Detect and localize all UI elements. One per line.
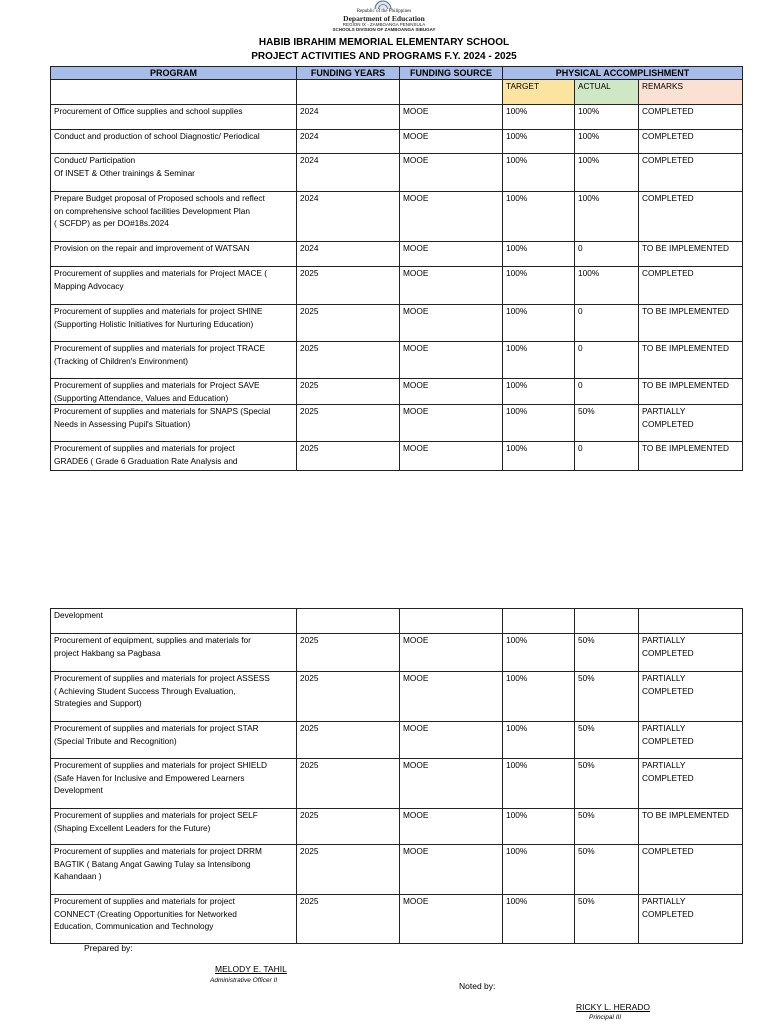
actual-cell: 0 xyxy=(575,242,639,267)
actual-cell: 100% xyxy=(575,130,639,154)
target-cell: 100% xyxy=(503,809,575,845)
program-cell xyxy=(51,405,297,442)
letterhead-republic: Republic of the Philippines xyxy=(356,9,412,14)
actual-cell: 50% xyxy=(575,672,639,722)
table-row xyxy=(51,105,743,130)
program-line: Conduct/ Participation xyxy=(54,155,136,165)
table-row xyxy=(51,305,743,342)
program-line: Provision on the repair and improvement of WATSAN xyxy=(54,243,250,253)
funding-source-cell: MOOE xyxy=(400,405,503,442)
remarks-line: TO BE IMPLEMENTED xyxy=(642,343,729,353)
program-cell xyxy=(51,442,297,471)
letterhead-department: Department of Education xyxy=(343,14,425,23)
table-row xyxy=(51,379,743,405)
funding-year-cell: 2024 xyxy=(297,242,400,267)
remarks-line: PARTIALLY xyxy=(642,723,686,733)
program-line: Mapping Advocacy xyxy=(54,280,124,291)
remarks-line: COMPLETED xyxy=(642,155,694,165)
program-line: Procurement of supplies and materials for project SELF xyxy=(54,810,258,820)
prepared-by-label: Prepared by: xyxy=(84,943,133,953)
program-cell xyxy=(51,379,297,405)
program-line: Development xyxy=(54,610,103,620)
remarks-line: PARTIALLY xyxy=(642,760,686,770)
noted-by-role: Principal III xyxy=(589,1014,622,1021)
target-cell: 100% xyxy=(503,105,575,130)
program-line: Procurement of supplies and materials for Project MACE ( xyxy=(54,268,268,278)
remarks-line: TO BE IMPLEMENTED xyxy=(642,443,729,453)
remarks-line: PARTIALLY xyxy=(642,673,686,683)
program-cell xyxy=(51,634,297,672)
funding-source-cell: MOOE xyxy=(400,342,503,379)
prepared-by-name: MELODY E. TAHIL xyxy=(215,964,287,974)
program-cell xyxy=(51,242,297,267)
program-line: BAGTIK ( Batang Angat Gawing Tulay sa Intensibong xyxy=(54,858,251,869)
program-cell xyxy=(51,895,297,944)
funding-source-cell: MOOE xyxy=(400,379,503,405)
actual-cell: 100% xyxy=(575,105,639,130)
target-cell xyxy=(503,609,575,634)
remarks-line: COMPLETED xyxy=(642,685,694,696)
actual-cell: 50% xyxy=(575,895,639,944)
remarks-line: COMPLETED xyxy=(642,268,694,278)
remarks-cell xyxy=(639,609,743,634)
program-line: (Special Tribute and Recognition) xyxy=(54,735,177,746)
remarks-cell xyxy=(639,154,743,192)
funding-year-cell: 2025 xyxy=(297,634,400,672)
actual-cell: 50% xyxy=(575,809,639,845)
program-line: Procurement of supplies and materials for project xyxy=(54,896,235,906)
program-cell xyxy=(51,105,297,130)
funding-source-cell: MOOE xyxy=(400,105,503,130)
funding-source-cell: MOOE xyxy=(400,895,503,944)
program-line: Procurement of supplies and materials for project SHIELD xyxy=(54,760,268,770)
program-line: Kahandaan ) xyxy=(54,871,102,881)
table-row xyxy=(51,895,743,944)
program-line: (Tracking of Children's Environment) xyxy=(54,355,189,366)
programs-table-part1 xyxy=(50,66,743,471)
funding-source-cell: MOOE xyxy=(400,154,503,192)
deped-seal-icon xyxy=(368,0,398,9)
target-cell: 100% xyxy=(503,379,575,405)
remarks-line: TO BE IMPLEMENTED xyxy=(642,243,729,253)
remarks-cell xyxy=(639,105,743,130)
table-row xyxy=(51,759,743,809)
header-funding-source: FUNDING SOURCE xyxy=(400,67,503,80)
program-line: (Safe Haven for Inclusive and Empowered Learners xyxy=(54,772,245,783)
program-line: Procurement of supplies and materials for project TRACE xyxy=(54,343,266,353)
funding-year-cell: 2025 xyxy=(297,809,400,845)
funding-source-cell: MOOE xyxy=(400,130,503,154)
program-line: GRADE6 ( Grade 6 Graduation Rate Analysis and xyxy=(54,455,238,466)
program-line: (Supporting Holistic Initiatives for Nurturing Education) xyxy=(54,318,254,329)
funding-year-cell: 2025 xyxy=(297,759,400,809)
table-row xyxy=(51,342,743,379)
target-cell: 100% xyxy=(503,845,575,895)
program-cell xyxy=(51,672,297,722)
program-cell xyxy=(51,809,297,845)
actual-cell: 100% xyxy=(575,267,639,305)
funding-year-cell: 2025 xyxy=(297,267,400,305)
funding-source-cell: MOOE xyxy=(400,242,503,267)
funding-year-cell: 2025 xyxy=(297,672,400,722)
remarks-cell xyxy=(639,442,743,471)
funding-year-cell: 2025 xyxy=(297,845,400,895)
remarks-line: PARTIALLY xyxy=(642,406,686,416)
table-row xyxy=(51,845,743,895)
header-program: PROGRAM xyxy=(51,67,297,80)
program-line: Procurement of supplies and materials for project xyxy=(54,443,235,453)
target-cell: 100% xyxy=(503,154,575,192)
target-cell: 100% xyxy=(503,634,575,672)
remarks-cell xyxy=(639,305,743,342)
target-cell: 100% xyxy=(503,342,575,379)
actual-cell: 0 xyxy=(575,379,639,405)
program-line: Development xyxy=(54,785,103,795)
funding-year-cell: 2024 xyxy=(297,105,400,130)
program-cell xyxy=(51,609,297,634)
table-row xyxy=(51,130,743,154)
letterhead-division: SCHOOLS DIVISION OF ZAMBOANGA SIBUGAY xyxy=(332,27,436,32)
program-line: Prepare Budget proposal of Proposed schools and reflect xyxy=(54,193,265,203)
funding-year-cell: 2024 xyxy=(297,130,400,154)
funding-source-cell: MOOE xyxy=(400,759,503,809)
program-line: (Shaping Excellent Leaders for the Future) xyxy=(54,822,211,833)
program-line: ( SCFDP) as per DO#18s.2024 xyxy=(54,218,169,228)
program-line: Of INSET & Other trainings & Seminar xyxy=(54,167,195,178)
table-row xyxy=(51,192,743,242)
target-cell: 100% xyxy=(503,442,575,471)
noted-by-label: Noted by: xyxy=(459,981,496,991)
school-name: HABIB IBRAHIM MEMORIAL ELEMENTARY SCHOOL xyxy=(258,37,510,48)
program-cell xyxy=(51,759,297,809)
program-line: ( Achieving Student Success Through Evaluation, xyxy=(54,685,236,696)
remarks-line: COMPLETED xyxy=(642,418,694,429)
funding-year-cell: 2025 xyxy=(297,442,400,471)
funding-year-cell: 2024 xyxy=(297,154,400,192)
program-line: Procurement of supplies and materials for project STAR xyxy=(54,723,259,733)
header-physical-accomplishment: PHYSICAL ACCOMPLISHMENT xyxy=(503,67,743,80)
remarks-line: COMPLETED xyxy=(642,131,694,141)
table-row xyxy=(51,405,743,442)
remarks-line: COMPLETED xyxy=(642,106,694,116)
program-cell xyxy=(51,192,297,242)
remarks-line: COMPLETED xyxy=(642,647,694,658)
document-title: PROJECT ACTIVITIES AND PROGRAMS F.Y. 2024 - 2025 xyxy=(251,51,517,62)
funding-source-cell: MOOE xyxy=(400,442,503,471)
funding-source-cell: MOOE xyxy=(400,722,503,759)
remarks-cell xyxy=(639,405,743,442)
subheader-remarks: REMARKS xyxy=(639,80,743,105)
actual-cell: 50% xyxy=(575,405,639,442)
remarks-cell xyxy=(639,672,743,722)
prepared-by-role: Administrative Officer II xyxy=(210,977,278,984)
funding-year-cell: 2025 xyxy=(297,305,400,342)
remarks-line: COMPLETED xyxy=(642,846,694,856)
target-cell: 100% xyxy=(503,267,575,305)
table-row xyxy=(51,809,743,845)
table-row xyxy=(51,242,743,267)
remarks-line: COMPLETED xyxy=(642,772,694,783)
program-cell xyxy=(51,267,297,305)
remarks-cell xyxy=(639,379,743,405)
remarks-cell xyxy=(639,130,743,154)
remarks-line: TO BE IMPLEMENTED xyxy=(642,306,729,316)
remarks-cell xyxy=(639,722,743,759)
funding-source-cell: MOOE xyxy=(400,672,503,722)
program-line: Procurement of supplies and materials for project SHINE xyxy=(54,306,263,316)
table-row xyxy=(51,722,743,759)
remarks-line: TO BE IMPLEMENTED xyxy=(642,380,729,390)
subheader-blank xyxy=(400,80,503,105)
table-row xyxy=(51,442,743,471)
target-cell: 100% xyxy=(503,242,575,267)
program-line: project Hakbang sa Pagbasa xyxy=(54,647,161,658)
funding-source-cell: MOOE xyxy=(400,845,503,895)
funding-year-cell: 2025 xyxy=(297,722,400,759)
subheader-actual: ACTUAL xyxy=(575,80,639,105)
remarks-line: PARTIALLY xyxy=(642,896,686,906)
subheader-blank xyxy=(297,80,400,105)
remarks-cell xyxy=(639,192,743,242)
funding-year-cell: 2025 xyxy=(297,895,400,944)
remarks-line: PARTIALLY xyxy=(642,635,686,645)
program-cell xyxy=(51,722,297,759)
target-cell: 100% xyxy=(503,130,575,154)
target-cell: 100% xyxy=(503,405,575,442)
actual-cell: 50% xyxy=(575,759,639,809)
program-cell xyxy=(51,154,297,192)
program-cell xyxy=(51,342,297,379)
actual-cell xyxy=(575,609,639,634)
program-line: Procurement of supplies and materials for project DRRM xyxy=(54,846,262,856)
remarks-cell xyxy=(639,759,743,809)
remarks-line: TO BE IMPLEMENTED xyxy=(642,810,729,820)
program-cell xyxy=(51,305,297,342)
program-line: Procurement of equipment, supplies and materials for xyxy=(54,635,251,645)
program-line: Conduct and production of school Diagnostic/ Periodical xyxy=(54,131,260,141)
program-cell xyxy=(51,845,297,895)
letterhead-region: REGION IX - ZAMBOANGA PENINSULA xyxy=(342,22,426,27)
remarks-cell xyxy=(639,895,743,944)
actual-cell: 0 xyxy=(575,442,639,471)
actual-cell: 0 xyxy=(575,342,639,379)
actual-cell: 50% xyxy=(575,722,639,759)
programs-table-part2 xyxy=(50,608,743,944)
program-cell xyxy=(51,130,297,154)
remarks-cell xyxy=(639,845,743,895)
table-row xyxy=(51,634,743,672)
funding-source-cell: MOOE xyxy=(400,305,503,342)
funding-year-cell: 2025 xyxy=(297,405,400,442)
funding-year-cell: 2025 xyxy=(297,342,400,379)
remarks-line: COMPLETED xyxy=(642,735,694,746)
table-row xyxy=(51,267,743,305)
actual-cell: 50% xyxy=(575,634,639,672)
actual-cell: 100% xyxy=(575,154,639,192)
target-cell: 100% xyxy=(503,192,575,242)
program-line: Education, Communication and Technology xyxy=(54,921,214,931)
funding-source-cell: MOOE xyxy=(400,267,503,305)
remarks-cell xyxy=(639,242,743,267)
remarks-line: COMPLETED xyxy=(642,193,694,203)
table-row xyxy=(51,154,743,192)
funding-year-cell xyxy=(297,609,400,634)
program-line: CONNECT (Creating Opportunities for Networked xyxy=(54,908,237,919)
program-line: Procurement of Office supplies and school supplies xyxy=(54,106,243,116)
program-line: on comprehensive school facilities Development Plan xyxy=(54,205,251,216)
remarks-line: COMPLETED xyxy=(642,908,694,919)
remarks-cell xyxy=(639,634,743,672)
subheader-target: TARGET xyxy=(503,80,575,105)
target-cell: 100% xyxy=(503,305,575,342)
program-line: Procurement of supplies and materials for project ASSESS xyxy=(54,673,270,683)
table-row xyxy=(51,672,743,722)
target-cell: 100% xyxy=(503,895,575,944)
funding-source-cell xyxy=(400,609,503,634)
program-line: Needs in Assessing Pupil's Situation) xyxy=(54,418,191,429)
funding-year-cell: 2025 xyxy=(297,379,400,405)
subheader-blank xyxy=(51,80,297,105)
funding-source-cell: MOOE xyxy=(400,192,503,242)
actual-cell: 100% xyxy=(575,192,639,242)
target-cell: 100% xyxy=(503,722,575,759)
noted-by-name: RICKY L. HERADO xyxy=(576,1002,651,1012)
actual-cell: 0 xyxy=(575,305,639,342)
table-row xyxy=(51,609,743,634)
funding-source-cell: MOOE xyxy=(400,809,503,845)
target-cell: 100% xyxy=(503,672,575,722)
program-line: Procurement of supplies and materials for Project SAVE xyxy=(54,380,260,390)
target-cell: 100% xyxy=(503,759,575,809)
funding-year-cell: 2024 xyxy=(297,192,400,242)
funding-source-cell: MOOE xyxy=(400,634,503,672)
program-line: Strategies and Support) xyxy=(54,698,142,708)
program-line: Procurement of supplies and materials for SNAPS (Special xyxy=(54,406,271,416)
header-funding-years: FUNDING YEARS xyxy=(297,67,400,80)
actual-cell: 50% xyxy=(575,845,639,895)
program-line: (Supporting Attendance, Values and Education) xyxy=(54,392,229,403)
remarks-cell xyxy=(639,809,743,845)
remarks-cell xyxy=(639,342,743,379)
remarks-cell xyxy=(639,267,743,305)
